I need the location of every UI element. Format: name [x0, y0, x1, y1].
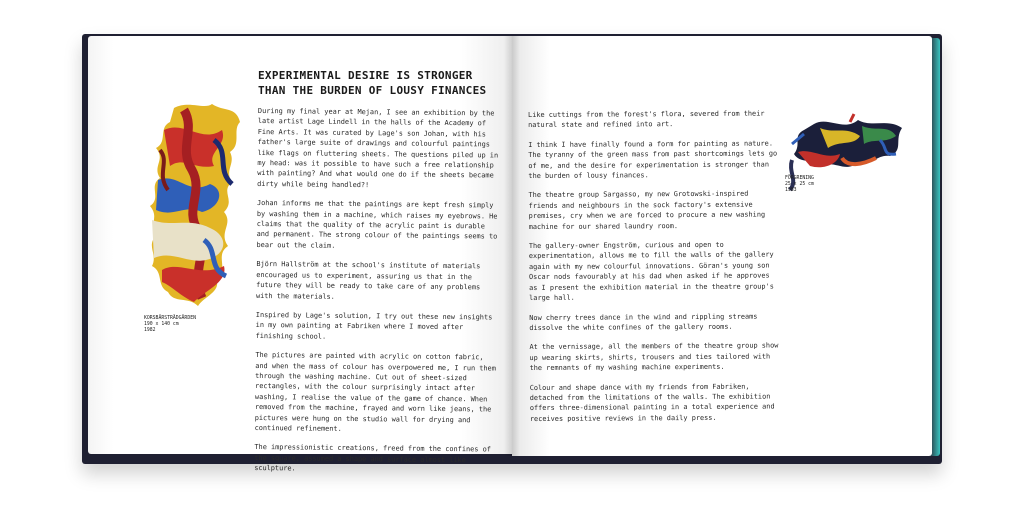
right-page — [512, 36, 932, 456]
page-title — [258, 68, 498, 98]
caption-size: 25 x 25 cm — [785, 182, 814, 188]
caption-year: 1982 — [144, 328, 156, 334]
caption-size: 190 x 140 cm — [144, 322, 179, 328]
artwork-caption-left — [144, 316, 196, 335]
left-body-text — [254, 106, 500, 485]
paragraph: Inspired by Lage's solution, I try out these new insights in my own painting at Fabriken where I moved after finishing school. — [255, 310, 493, 341]
paragraph: Johan informs me that the paintings are kept fresh simply by washing them in a machine, which raises my eyebrows. He claims that the quality of the acrylic paint is durable and permanent. The strong colour of the paintings seems to bear out the claim. — [256, 199, 498, 250]
paragraph: Colour and shape dance with my friends from Fabriken, detached from the limitations of the walls. The exhibition offers three-dimensional painting in a total experience and receives positive reviews in the daily press. — [529, 382, 775, 423]
artwork-korsbarstradgarden — [144, 100, 246, 308]
paragraph: Björn Hallström at the school's institute of materials encouraged us to experiment, assuring us that in the future they will be ready to take care of any problems with the materials. — [255, 260, 481, 301]
paragraph: During my final year at Mejan, I see an exhibition by the late artist Lage Lindell in the halls of the Academy of Fine Arts. It was curated by Lage's son Johan, with his father's large suite of drawings and colourful paintings like flags on fluttering sheets. The questions piled up in my head: was it possible to have such a free relationship with painting? And what would one do if the sheets became dirty while being handled?! — [257, 106, 499, 190]
paragraph: Like cuttings from the forest's flora, severed from their natural state and refined into art. — [528, 109, 765, 130]
paragraph: The impressionistic creations, freed from the confines of the square, assumed a shape and surface almost like sculpture. — [254, 443, 491, 473]
title-line-1: EXPERIMENTAL DESIRE IS STRONGER — [258, 69, 473, 82]
paragraph: The theatre group Sargasso, my new Grotowski-inspired friends and neighbours in the sock factory's extensive premises, cry when we are forced to procure a new washing machine for our shared laundry room. — [528, 190, 766, 231]
paragraph: At the vernissage, all the members of the theatre group show up wearing skirts, shirts, trousers and ties tailored with the remnants of my washing machine experiments. — [529, 341, 779, 373]
caption-year: 1983 — [785, 188, 797, 194]
left-page — [88, 36, 512, 473]
paragraph: The gallery-owner Engström, curious and open to experimentation, allows me to fill the walls of the gallery again with my new colourful innovations. Göran's young son Oscar nods favourably at his dad when asked if he approves as I present the exhibition material in the theatre group's large hall. — [528, 240, 774, 303]
paragraph: I think I have finally found a form for painting as nature. The tyranny of the green mass from past shortcomings lets go of me, and the desire for experimentation is stronger than the burden of lousy finances. — [528, 139, 778, 181]
caption-title: KORSBÄRSTRÄDGÅRDEN — [144, 316, 196, 321]
title-line-2: THAN THE BURDEN OF LOUSY FINANCES — [258, 84, 487, 97]
artwork-caption-right — [785, 176, 814, 195]
right-body-text — [528, 108, 782, 433]
paragraph: The pictures are painted with acrylic on cotton fabric, and when the mass of colour has overpowered me, I run them through the washing machine. Cut out of sheet-sized rectangles, with the colour surprisingly intact after washing, I realise the value of the game of chance. When removed from the machine, frayed and worn like jeans, the pictures were hung on the studio wall for drying and continued refinement. — [254, 351, 496, 433]
caption-title: FÖRGRENING — [785, 176, 814, 181]
book-gutter — [504, 36, 520, 456]
paragraph: Now cherry trees dance in the wind and rippling streams dissolve the white confines of the gallery rooms. — [529, 312, 758, 332]
